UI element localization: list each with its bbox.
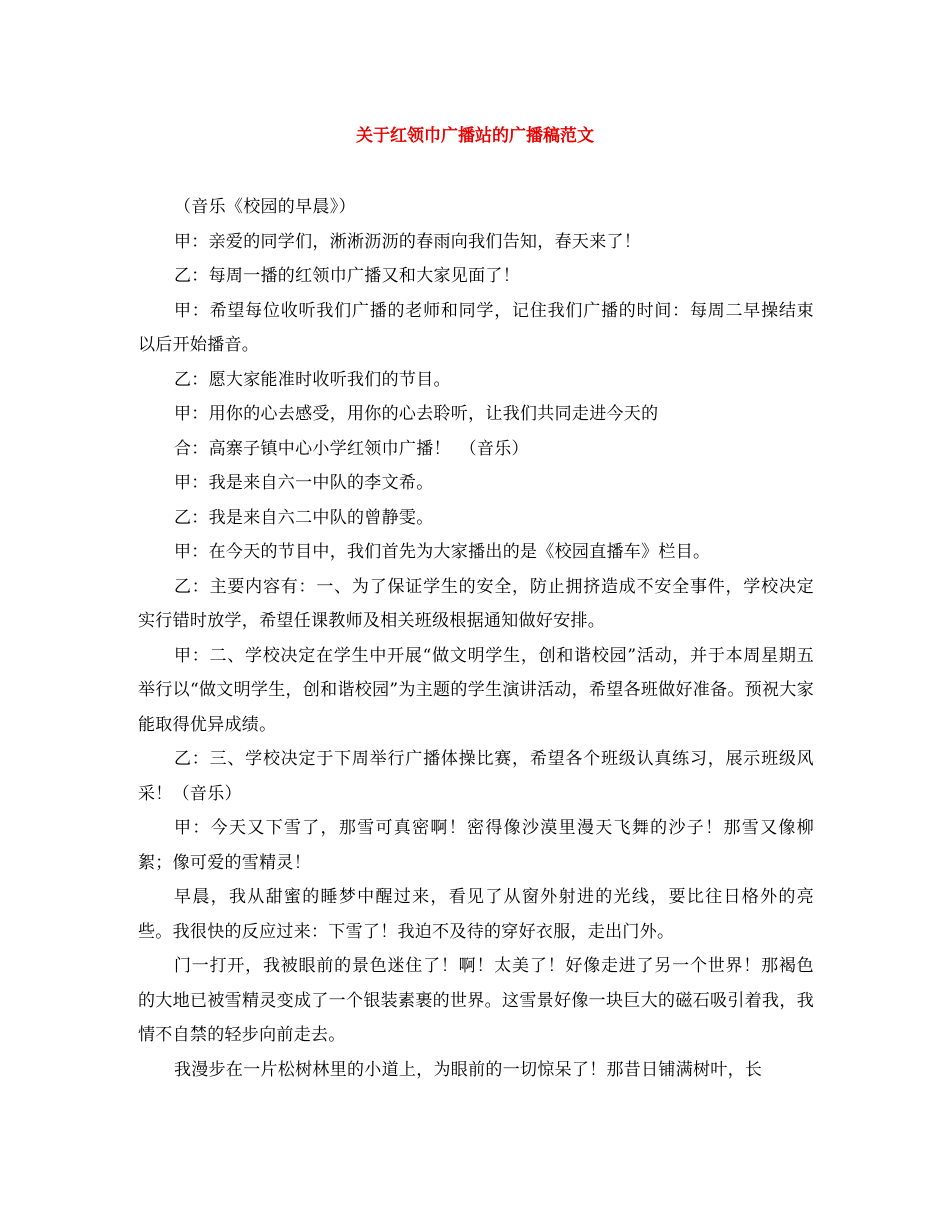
paragraph-8: 乙：我是来自六二中队的曾静雯。 <box>174 507 434 528</box>
paragraph-2: 乙：每周一播的红领巾广播又和大家见面了！ <box>174 266 520 286</box>
paragraph-11: 甲：二、学校决定在学生中开展“做文明学生，创和谐校园”活动，并于本周星期五举行以“做文明学生，创和谐校园”为主题的学生演讲活动，希望各班做好准备。预祝大家能取得优异成绩。 <box>138 645 814 735</box>
paragraph-14: 早晨，我从甜蜜的睡梦中醒过来，看见了从窗外射进的光线，要比往日格外的亮些。我很快的反应过来：下雪了！我迫不及待的穿好衣服，走出门外。 <box>138 887 814 942</box>
paragraph-16: 我漫步在一片松树林里的小道上，为眼前的一切惊呆了！那昔日铺满树叶，长 <box>174 1059 763 1080</box>
paragraph-1: 甲：亲爱的同学们，淅淅沥沥的春雨向我们告知，春天来了！ <box>174 231 642 252</box>
paragraph-12: 乙：三、学校决定于下周举行广播体操比赛，希望各个班级认真练习，展示班级风采！（音乐） <box>138 749 814 804</box>
paragraph-13: 甲：今天又下雪了，那雪可真密啊！密得像沙漠里漫天飞舞的沙子！那雪又像柳絮；像可爱的雪精灵！ <box>138 818 814 873</box>
paragraph-4: 乙：愿大家能准时收听我们的节目。 <box>174 369 451 390</box>
document-title: 关于红领巾广播站的广播稿范文 <box>356 126 594 146</box>
paragraph-3: 甲：希望每位收听我们广播的老师和同学，记住我们广播的时间：每周二早操结束以后开始播音。 <box>138 300 814 355</box>
paragraph-7: 甲：我是来自六一中队的李文希。 <box>174 473 434 493</box>
paragraph-9: 甲：在今天的节目中，我们首先为大家播出的是《校园直播车》栏目。 <box>174 542 711 562</box>
document-body <box>138 190 814 1087</box>
paragraph-music-intro: （音乐《校园的早晨》） <box>174 197 356 217</box>
paragraph-5: 甲：用你的心去感受，用你的心去聆听，让我们共同走进今天的 <box>174 404 659 424</box>
paragraph-10: 乙：主要内容有：一、为了保证学生的安全，防止拥挤造成不安全事件，学校决定实行错时放学，希望任课教师及相关班级根据通知做好安排。 <box>138 576 814 631</box>
paragraph-6: 合：高寨子镇中心小学红领巾广播！ （音乐） <box>174 438 529 459</box>
paragraph-15: 门一打开，我被眼前的景色迷住了！啊！太美了！好像走进了另一个世界！那褐色的大地已被雪精灵变成了一个银装素裹的世界。这雪景好像一块巨大的磁石吸引着我，我情不自禁的轻步向前走去。 <box>138 956 814 1045</box>
